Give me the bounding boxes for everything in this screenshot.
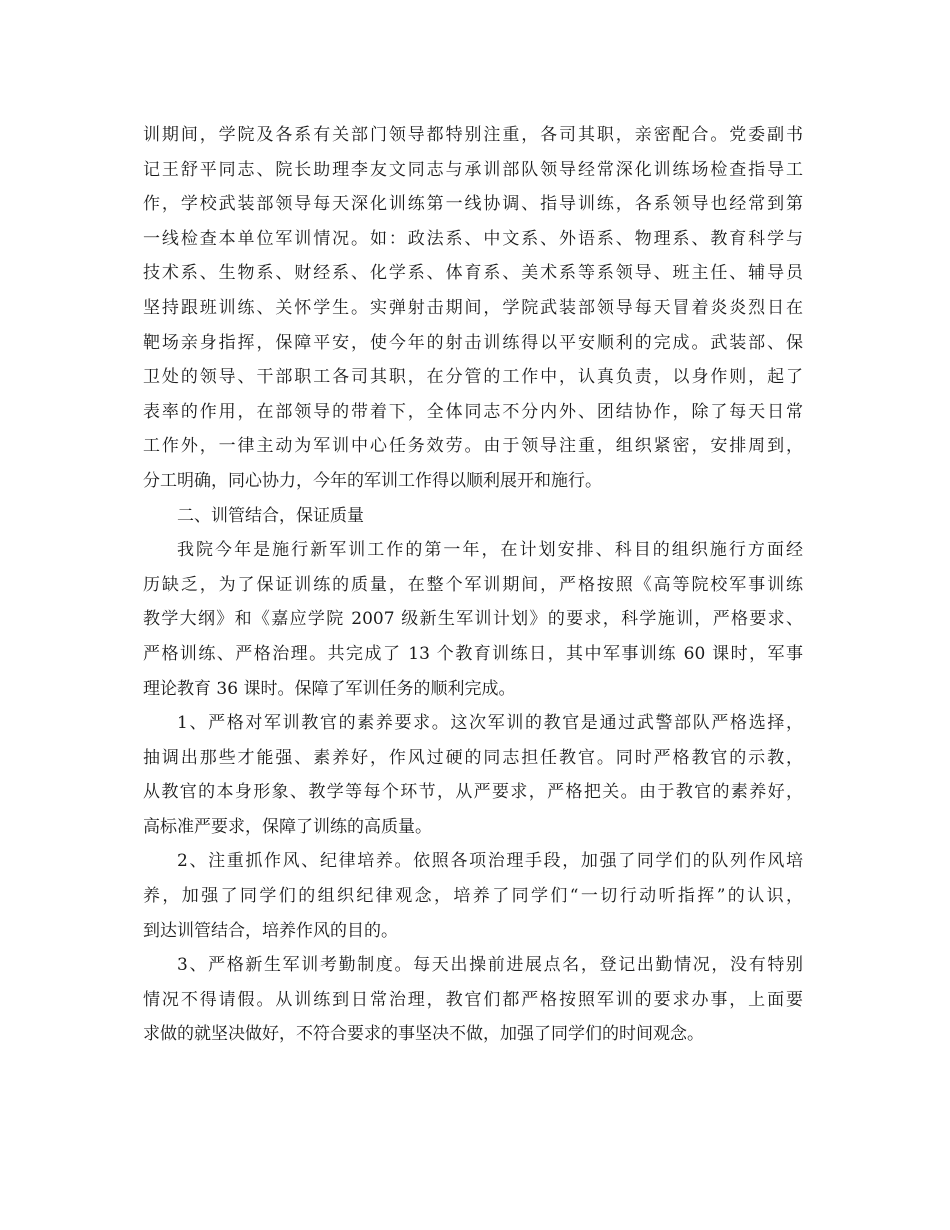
- text-line: 记王舒平同志、院长助理李友文同志与承训部队领导经常深化训练场检查指导工: [143, 159, 803, 180]
- text-line: 2、注重抓作风、纪律培养。依照各项治理手段，加强了同学们的队列作风培: [177, 851, 803, 872]
- text-line: 1、严格对军训教官的素养要求。这次军训的教官是通过武警部队严格选择，: [177, 713, 803, 734]
- text-line: 情况不得请假。从训练到日常治理，教官们都严格按照军训的要求办事，上面要: [143, 989, 803, 1010]
- text-line: 历缺乏，为了保证训练的质量，在整个军训期间，严格按照《高等院校军事训练: [143, 574, 803, 595]
- text-line: 严格训练、严格治理。共完成了 13 个教育训练日，其中军事训练 60 课时，军事: [143, 643, 803, 664]
- text-line: 工作外，一律主动为军训中心任务效劳。由于领导注重，组织紧密，安排周到，: [143, 436, 803, 457]
- document-body: [143, 118, 803, 1052]
- text-line: 技术系、生物系、财经系、化学系、体育系、美术系等系领导、班主任、辅导员: [143, 263, 803, 284]
- text-line: 抽调出那些才能强、素养好，作风过硬的同志担任教官。同时严格教官的示教，: [143, 747, 803, 768]
- text-line: 一线检查本单位军训情况。如：政法系、中文系、外语系、物理系、教育科学与: [143, 228, 803, 249]
- text-line: 我院今年是施行新军训工作的第一年，在计划安排、科目的组织施行方面经: [177, 540, 803, 561]
- text-line: 卫处的领导、干部职工各司其职，在分管的工作中，认真负责，以身作则，起了: [143, 367, 803, 388]
- text-line: 理论教育 36 课时。保障了军训任务的顺利完成。: [143, 678, 516, 699]
- text-line: 靶场亲身指挥，保障平安，使今年的射击训练得以平安顺利的完成。武装部、保: [143, 332, 803, 353]
- text-line: 分工明确，同心协力，今年的军训工作得以顺利展开和施行。: [143, 470, 602, 491]
- text-line: 3、严格新生军训考勤制度。每天出操前进展点名，登记出勤情况，没有特别: [177, 955, 803, 976]
- text-line: 二、训管结合，保证质量: [177, 505, 364, 526]
- text-line: 从教官的本身形象、教学等每个环节，从严要求，严格把关。由于教官的素养好，: [143, 782, 803, 803]
- text-line: 到达训管结合，培养作风的目的。: [143, 920, 398, 941]
- text-line: 养，加强了同学们的组织纪律观念，培养了同学们“一切行动听指挥”的认识，: [143, 886, 803, 907]
- text-line: 高标准严要求，保障了训练的高质量。: [143, 816, 432, 837]
- text-line: 作，学校武装部领导每天深化训练第一线协调、指导训练，各系领导也经常到第: [143, 194, 803, 215]
- text-line: 教学大纲》和《嘉应学院 2007 级新生军训计划》的要求，科学施训，严格要求、: [143, 609, 803, 630]
- text-line: 坚持跟班训练、关怀学生。实弹射击期间，学院武装部领导每天冒着炎炎烈日在: [143, 297, 803, 318]
- text-line: 表率的作用，在部领导的带着下，全体同志不分内外、团结协作，除了每天日常: [143, 401, 803, 422]
- text-line: 求做的就坚决做好，不符合要求的事坚决不做，加强了同学们的时间观念。: [143, 1024, 704, 1045]
- text-line: 训期间，学院及各系有关部门领导都特别注重，各司其职，亲密配合。党委副书: [143, 125, 803, 145]
